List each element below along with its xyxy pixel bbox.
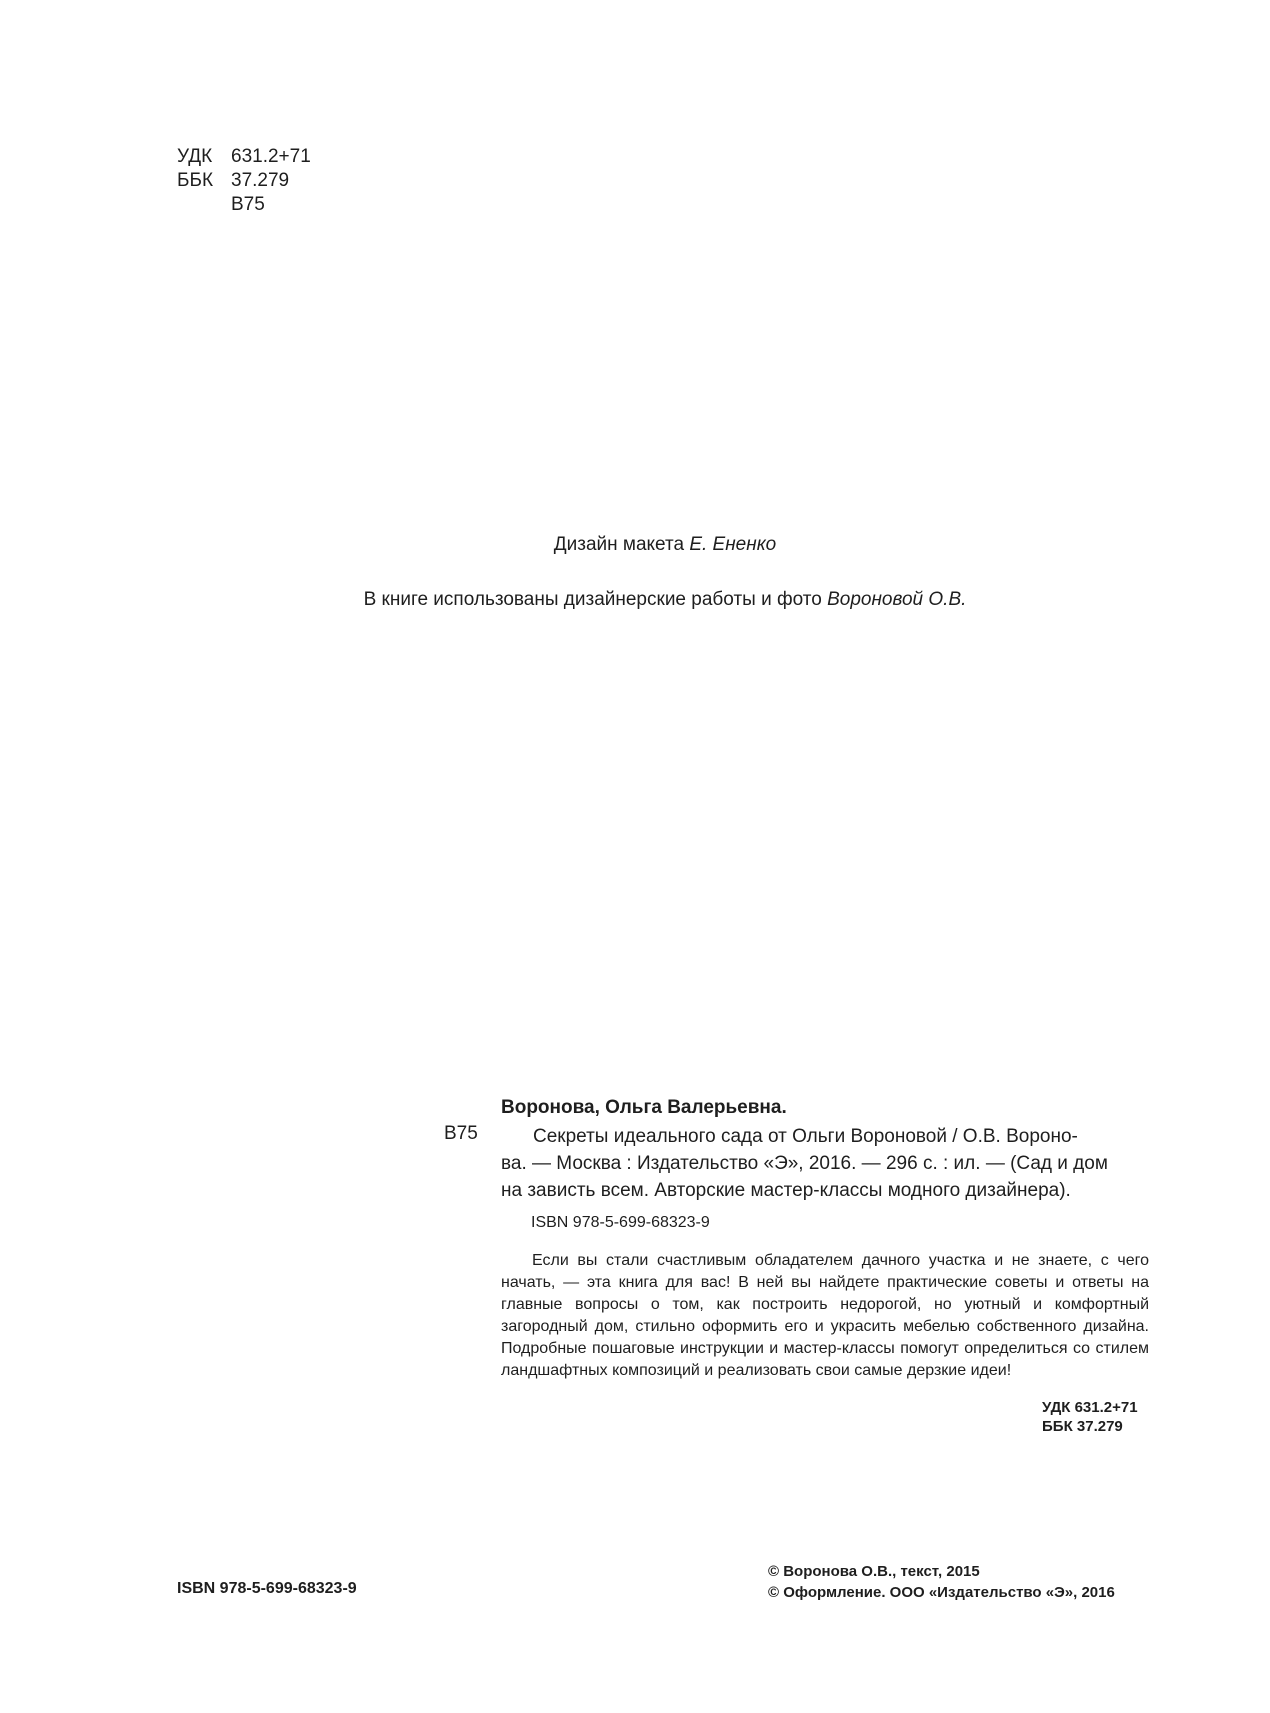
udk-value: 631.2+71 <box>231 146 311 167</box>
bbk-row <box>177 169 311 193</box>
photo-credit <box>0 589 1270 611</box>
bib-author: Воронова, Ольга Валерьевна. <box>501 1097 787 1118</box>
classification-codes <box>177 145 311 217</box>
layout-credit <box>0 534 1270 556</box>
bib-isbn: ISBN 978-5-699-68323-9 <box>531 1214 710 1231</box>
copyright-text: © Воронова О.В., текст, 2015 <box>768 1563 980 1580</box>
annotation-text: Если вы стали счастливым обладателем дачного участка и не знаете, с чего начать, — эта книга для вас! В ней вы найдете практические советы и ответы на главные вопросы о том, как построить недорогой, но уютный и комфортный загородный дом, стильно оформить его и украсить мебелью собственного дизайна. Подробные пошаговые инструкции и мастер-классы помогут определиться со стилем ландшафтных композиций и реализовать свои самые дерзкие идеи! <box>501 1252 1149 1379</box>
bib-author-mark: В75 <box>444 1123 478 1144</box>
annotation-bbk: ББК 37.279 <box>1042 1418 1123 1435</box>
photo-credit-prefix: В книге использованы дизайнерские работы и фото <box>363 589 822 610</box>
bib-line-1: Секреты идеального сада от Ольги Вороновой / О.В. Вороно- <box>533 1126 1078 1147</box>
photo-credit-name: Вороновой О.В. <box>827 589 967 610</box>
bbk-value: 37.279 <box>231 170 290 191</box>
annotation-codes <box>1042 1398 1138 1436</box>
author-mark-row <box>177 193 311 217</box>
bib-line-3: на зависть всем. Авторские мастер-классы модного дизайнера). <box>501 1180 1071 1201</box>
udk-row <box>177 145 311 169</box>
annotation-udk: УДК 631.2+71 <box>1042 1399 1138 1416</box>
bib-line-2: ва. — Москва : Издательство «Э», 2016. — 296 с. : ил. — (Сад и дом <box>501 1153 1108 1174</box>
annotation <box>501 1250 1149 1382</box>
layout-credit-name: Е. Ененко <box>689 534 777 555</box>
udk-label: УДК <box>177 146 213 167</box>
bib-description <box>501 1123 1149 1204</box>
footer-isbn: ISBN 978-5-699-68323-9 <box>177 1580 357 1597</box>
copyright-design: © Оформление. ООО «Издательство «Э», 2016 <box>768 1584 1115 1601</box>
copyright-block <box>768 1561 1115 1603</box>
layout-credit-prefix: Дизайн макета <box>553 534 685 555</box>
bbk-label: ББК <box>177 170 214 191</box>
author-mark: В75 <box>231 194 265 215</box>
